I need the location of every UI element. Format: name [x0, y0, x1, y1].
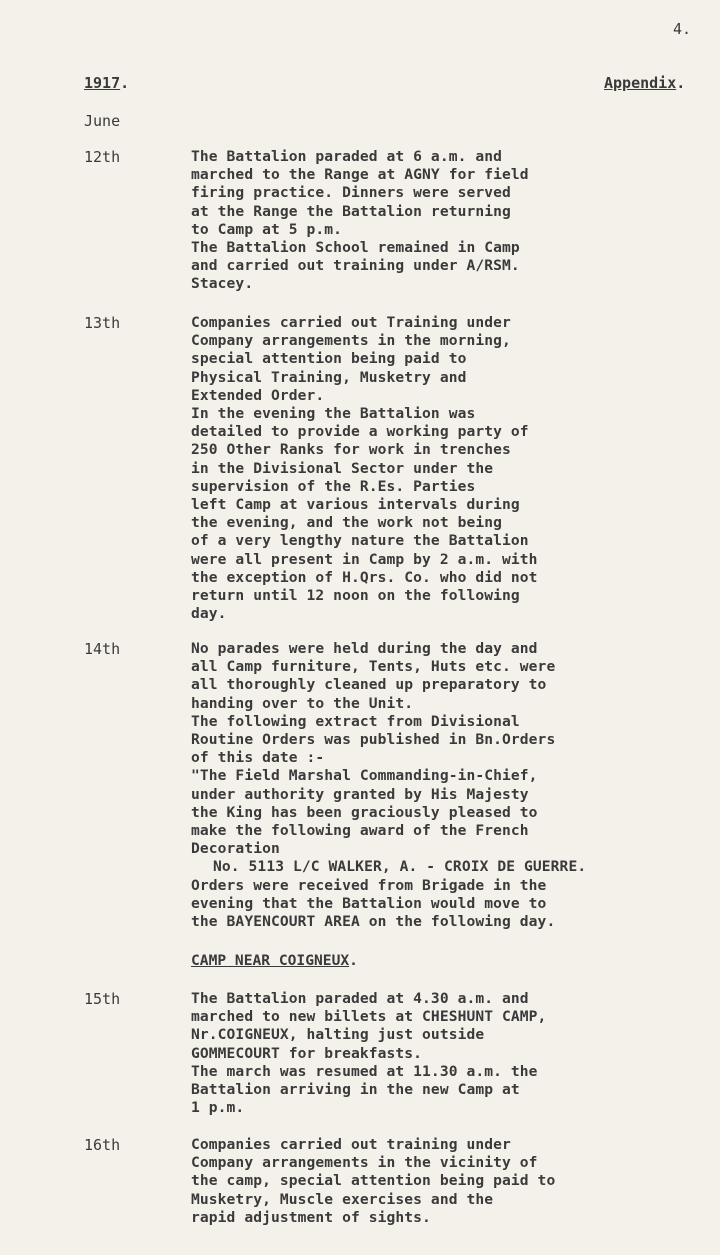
entry-line: the King has been graciously pleased to — [191, 803, 538, 821]
entry-line: to Camp at 5 p.m. — [191, 220, 343, 238]
diary-entry — [191, 314, 661, 623]
diary-entry — [191, 990, 661, 1117]
entry-line: Company arrangements in the morning, — [191, 332, 511, 350]
entry-line: "The Field Marshal Commanding-in-Chief, — [191, 767, 538, 785]
entry-line: 1 p.m. — [191, 1099, 245, 1117]
entry-line: at the Range the Battalion returning — [191, 202, 511, 220]
entry-line: Companies carried out training under — [191, 1136, 511, 1153]
entry-line: and carried out training under A/RSM. — [191, 257, 520, 275]
entry-date: 15th — [84, 990, 121, 1008]
diary-entry — [191, 640, 661, 931]
entry-line: Company arrangements in the vicinity of — [191, 1154, 538, 1172]
entry-line: day. — [191, 605, 227, 623]
diary-entry — [191, 1136, 661, 1227]
entry-line: the BAYENCOURT AREA on the following day. — [191, 913, 556, 931]
entry-line: Nr.COIGNEUX, halting just outside — [191, 1026, 485, 1044]
entry-line: marched to new billets at CHESHUNT CAMP, — [191, 1008, 547, 1026]
diary-entry — [191, 148, 661, 294]
entry-line: Musketry, Muscle exercises and the — [191, 1190, 494, 1208]
entry-line: In the evening the Battalion was — [191, 405, 476, 423]
entry-line: The Battalion paraded at 6 a.m. and — [191, 148, 503, 165]
entry-line: rapid adjustment of sights. — [191, 1208, 431, 1226]
entry-line: Battalion arriving in the new Camp at — [191, 1081, 520, 1099]
entry-line: Physical Training, Musketry and — [191, 368, 467, 386]
entry-line: The Battalion School remained in Camp — [191, 239, 520, 257]
year-text: 1917 — [84, 74, 121, 92]
entry-line: left Camp at various intervals during — [191, 496, 520, 514]
entry-line: Companies carried out Training under — [191, 314, 511, 331]
entry-line: special attention being paid to — [191, 350, 467, 368]
page-number: 4. — [673, 20, 692, 38]
entry-line: make the following award of the French — [191, 822, 529, 840]
entry-line: were all present in Camp by 2 a.m. with — [191, 550, 538, 568]
entry-line: marched to the Range at AGNY for field — [191, 166, 529, 184]
entry-line: Routine Orders was published in Bn.Orders — [191, 731, 556, 749]
entry-date: 14th — [84, 640, 121, 658]
entry-date: 13th — [84, 314, 121, 332]
entry-line: under authority granted by His Majesty — [191, 785, 529, 803]
month-label: June — [84, 112, 121, 130]
section-heading — [191, 952, 358, 969]
entry-line: evening that the Battalion would move to — [191, 894, 547, 912]
entry-line: Orders were received from Brigade in the — [191, 876, 547, 894]
entry-line: The following extract from Divisional — [191, 712, 520, 730]
entry-date: 16th — [84, 1136, 121, 1154]
entry-line: 250 Other Ranks for work in trenches — [191, 441, 511, 459]
entry-line: No parades were held during the day and — [191, 640, 538, 657]
entry-line: Stacey. — [191, 275, 254, 293]
entry-line: the camp, special attention being paid to — [191, 1172, 556, 1190]
entry-line: handing over to the Unit. — [191, 694, 414, 712]
entry-line: in the Divisional Sector under the — [191, 459, 494, 477]
entry-line: The march was resumed at 11.30 a.m. the — [191, 1062, 538, 1080]
entry-line: Decoration — [191, 840, 280, 858]
entry-line: GOMMECOURT for breakfasts. — [191, 1044, 423, 1062]
entry-line: detailed to provide a working party of — [191, 423, 529, 441]
section-heading-period: . — [349, 952, 358, 969]
entry-line: firing practice. Dinners were served — [191, 184, 511, 202]
entry-line: return until 12 noon on the following — [191, 587, 520, 605]
entry-date: 12th — [84, 148, 121, 166]
appendix-heading: Appendix. — [604, 74, 686, 92]
entry-line: all thoroughly cleaned up preparatory to — [191, 676, 547, 694]
entry-line: supervision of the R.Es. Parties — [191, 477, 476, 495]
appendix-text: Appendix — [604, 74, 677, 92]
section-heading-text: CAMP NEAR COIGNEUX — [191, 952, 350, 969]
entry-line: the exception of H.Qrs. Co. who did not — [191, 568, 538, 586]
entry-line: Extended Order. — [191, 386, 325, 404]
entry-line: The Battalion paraded at 4.30 a.m. and — [191, 990, 529, 1007]
entry-line: the evening, and the work not being — [191, 514, 503, 532]
entry-line: of this date :- — [191, 749, 325, 767]
entry-line: of a very lengthy nature the Battalion — [191, 532, 529, 550]
entry-line: all Camp furniture, Tents, Huts etc. were — [191, 658, 556, 676]
entry-line: No. 5113 L/C WALKER, A. - CROIX DE GUERRE. — [213, 858, 587, 876]
year-heading: 1917. — [84, 74, 130, 92]
